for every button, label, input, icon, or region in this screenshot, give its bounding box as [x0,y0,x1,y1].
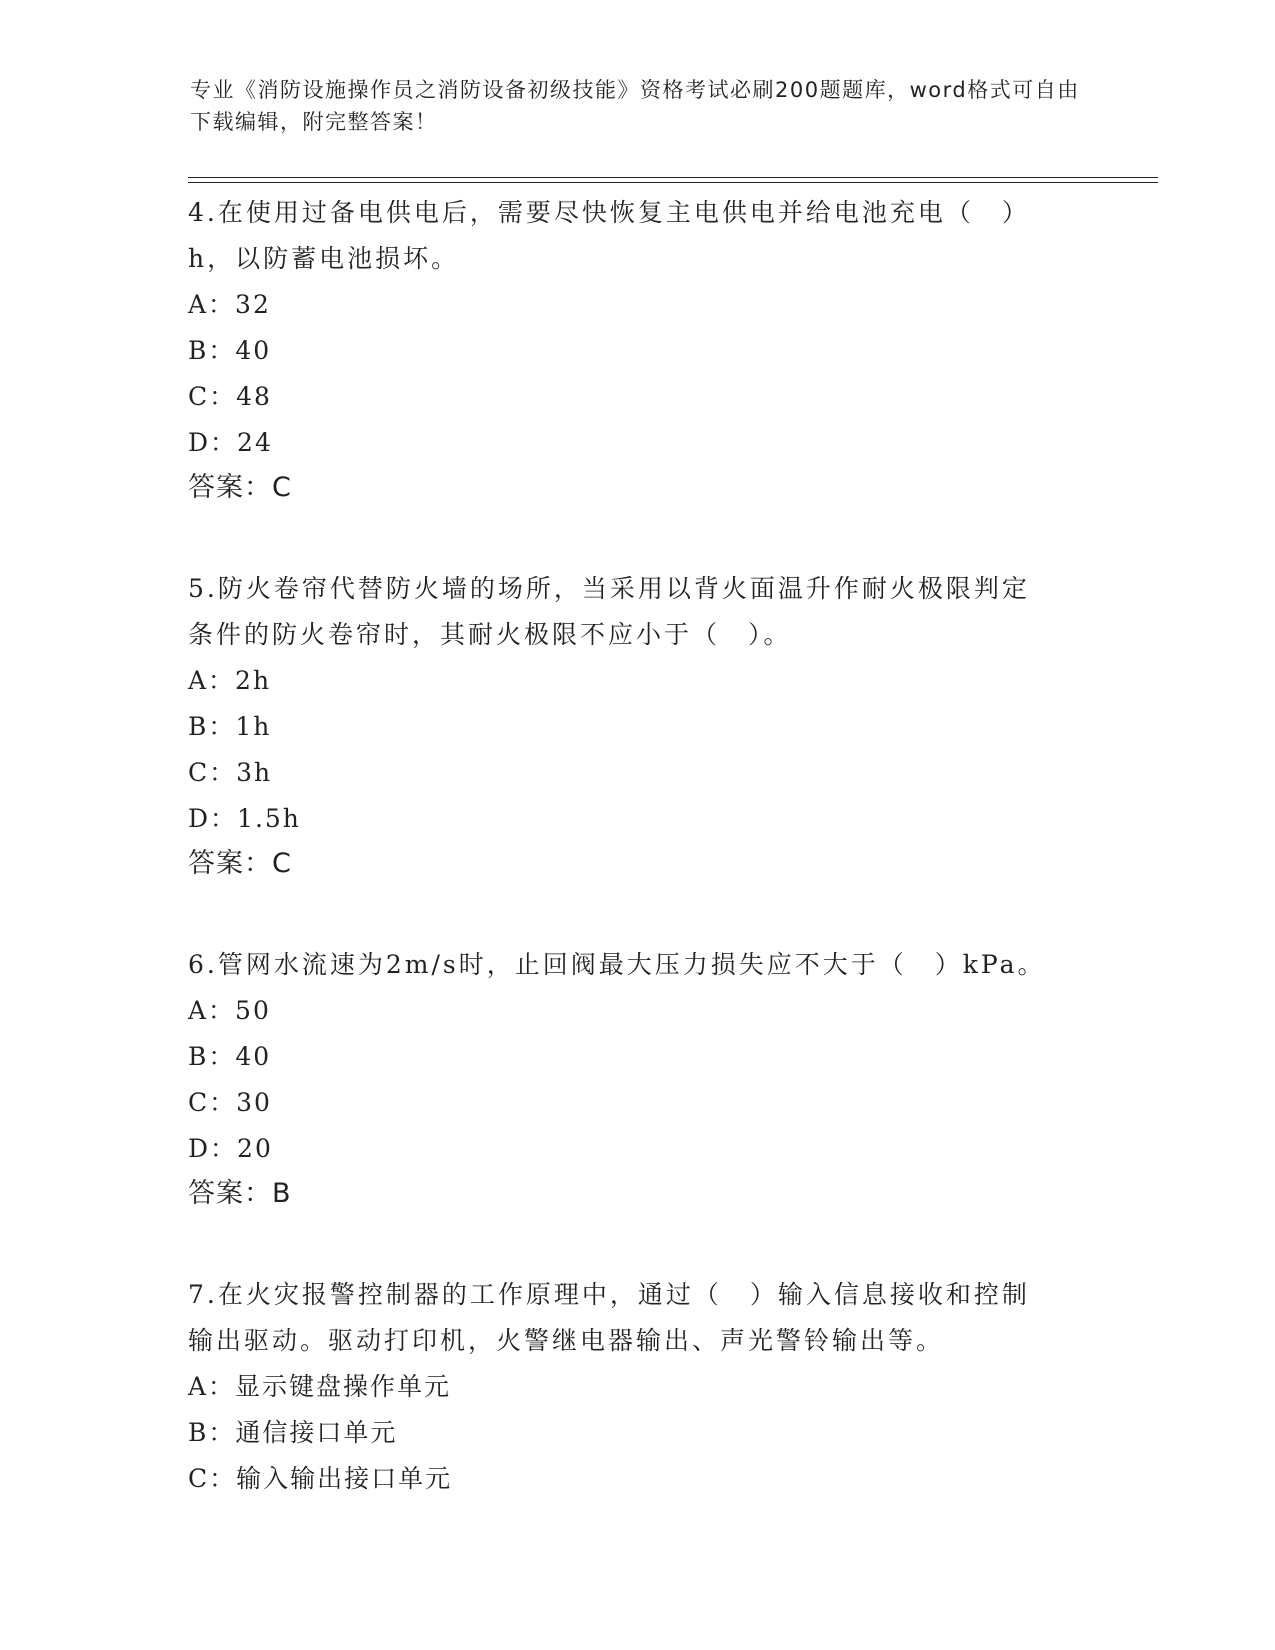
question-text: 4.在使用过备电供电后，需要尽快恢复主电供电并给电池充电（ ）h，以防蓄电池损坏。 [188,198,1030,273]
question-6 [188,942,1088,1216]
option-a: A：显示键盘操作单元 [188,1372,452,1401]
option-c: C：输入输出接口单元 [188,1464,453,1493]
option-c: C：3h [188,758,273,787]
answer-text: 答案：C [188,848,292,879]
header-divider-bottom [188,182,1158,183]
question-text: 5.防火卷帘代替防火墙的场所，当采用以背火面温升作耐火极限判定条件的防火卷帘时，其耐火极限不应小于（ ）。 [188,574,1030,649]
option-a: A：2h [188,666,272,695]
question-text: 7.在火灾报警控制器的工作原理中，通过（ ）输入信息接收和控制输出驱动。驱动打印机，火警继电器输出、声光警铃输出等。 [188,1280,1030,1355]
option-a: A：32 [188,290,271,319]
question-4 [188,190,1088,510]
question-list [188,190,1088,1502]
document-header: 专业《消防设施操作员之消防设备初级技能》资格考试必刷200题题库，word格式可自由下载编辑，附完整答案！ [190,78,1080,134]
option-b: B：通信接口单元 [188,1418,398,1447]
header-divider-top [188,177,1158,178]
option-b: B：40 [188,1042,272,1071]
option-c: C：48 [188,382,272,411]
answer-text: 答案：B [188,1178,292,1209]
option-d: D：20 [188,1134,273,1163]
option-b: B：40 [188,336,272,365]
option-a: A：50 [188,996,271,1025]
option-d: D：1.5h [188,804,301,833]
option-d: D：24 [188,428,273,457]
question-5 [188,566,1088,886]
question-7 [188,1272,1088,1502]
option-b: B：1h [188,712,272,741]
question-text: 6.管网水流速为2m/s时，止回阀最大压力损失应不大于（ ）kPa。 [188,950,1046,979]
option-c: C：30 [188,1088,272,1117]
answer-text: 答案：C [188,472,292,503]
